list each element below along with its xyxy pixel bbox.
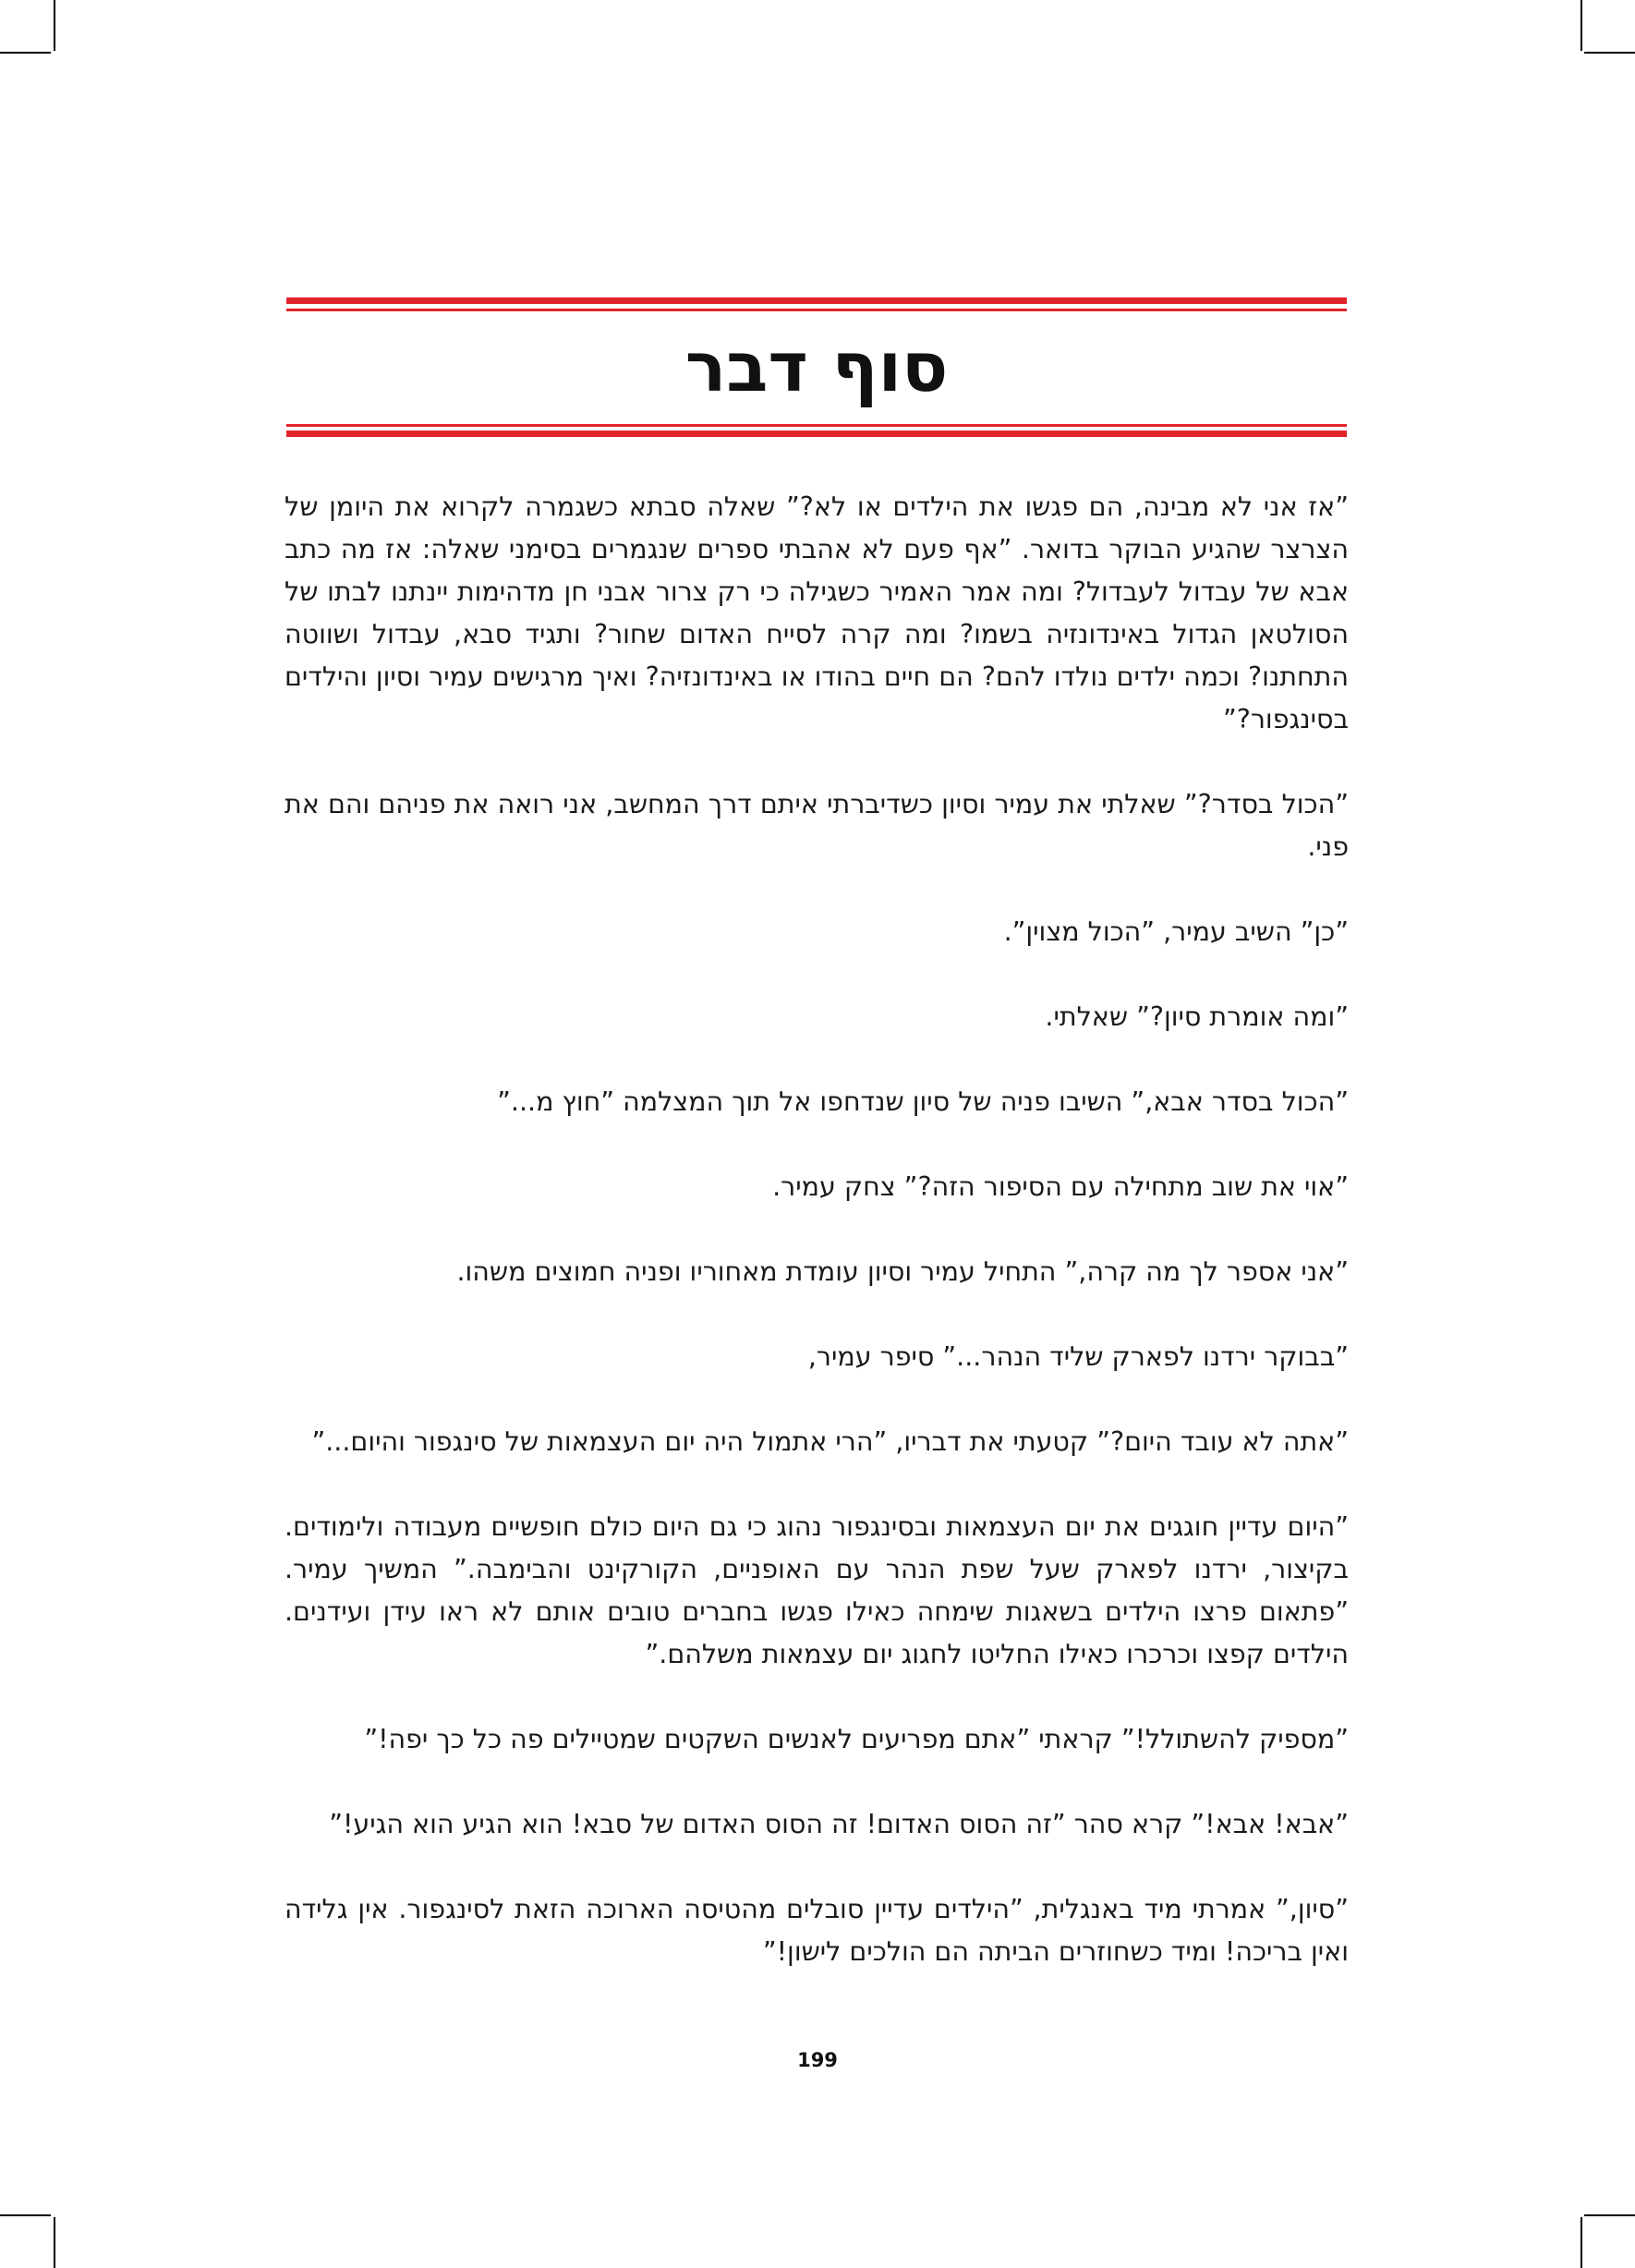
- crop-mark-bottom-left-vertical: [54, 2217, 55, 2268]
- paragraph: ”כן” השיב עמיר, ”הכול מצוין”.: [1003, 916, 1349, 947]
- paragraph: ”בבוקר ירדנו לפארק שליד הנהר...” סיפר עמיר,: [807, 1341, 1349, 1372]
- paragraph: ”היום עדיין חוגגים את יום העצמאות ובסינגפור נהוג כי גם היום כולם חופשיים מעבודה ולימודים. בקיצור, ירדנו לפארק שעל שפת הנהר עם האופניים, הקורקינט והבימבה.” המשיך עמיר. ”פתאום פרצו הילדים בשאגות שימחה כאילו פגשו בחברים טובים אותם לא ראו עידן ועידנים. הילדים קפצו וכרכרו כאילו החליטו לחגוג יום עצמאות משלהם.”: [285, 1511, 1349, 1669]
- crop-mark-bottom-right-horizontal: [1584, 2214, 1635, 2216]
- paragraph: ”הכול בסדר?” שאלתי את עמיר וסיון כשדיברתי איתם דרך המחשב, אני רואה את פניהם והם את פני.: [285, 789, 1349, 862]
- paragraph: ”אז אני לא מבינה, הם פגשו את הילדים או לא?” שאלה סבתא כשגמרה לקרוא את היומן של הצרצר שהגיע הבוקר בדואר. ”אף פעם לא אהבתי ספרים שנגמרים בסימני שאלה: אז מה כתב אבא של עבדול לעבדול? ומה אמר האמיר כשגילה כי רק צרור אבני חן מדהימות יינתנו לבתו של הסולטאן הגדול באינדונזיה בשמו? ומה קרה לסייח האדום שחור? ותגיד סבא, עבדול ושווטה התחתנו? וכמה ילדים נולדו להם? הם חיים בהודו או באינדונזיה? ואיך מרגישים עמיר וסיון והילדים בסינגפור?”: [285, 491, 1349, 734]
- crop-mark-bottom-right-vertical: [1580, 2217, 1582, 2268]
- paragraph: ”ומה אומרת סיון?” שאלתי.: [1045, 1001, 1349, 1032]
- paragraph: ”אבא! אבא!” קרא סהר ”זה הסוס האדום! זה הסוס האדום של סבא! הוא הגיע הוא הגיע!”: [329, 1809, 1349, 1839]
- paragraph: ”אני אספר לך מה קרה,” התחיל עמיר וסיון עומדת מאחוריו ופניה חמוצים משהו.: [456, 1256, 1349, 1287]
- paragraph: ”סיון,” אמרתי מיד באנגלית, ”הילדים עדיין סובלים מהטיסה הארוכה הזאת לסינגפור. אין גלידה ואין בריכה! ומיד כשחוזרים הביתה הם הולכים לישון!”: [285, 1894, 1349, 1967]
- crop-mark-top-right-horizontal: [1584, 52, 1635, 54]
- paragraph: ”אוי את שוב מתחילה עם הסיפור הזה?” צחק עמיר.: [772, 1171, 1349, 1202]
- crop-mark-top-right-vertical: [1580, 0, 1582, 51]
- chapter-title: סוף דבר: [684, 328, 949, 407]
- crop-mark-top-left-vertical: [54, 0, 55, 51]
- bottom-rule-thick: [286, 431, 1347, 437]
- paragraph: ”אתה לא עובד היום?” קטעתי את דבריו, ”הרי אתמול היה יום העצמאות של סינגפור והיום...”: [311, 1426, 1349, 1457]
- crop-mark-bottom-left-horizontal: [0, 2214, 51, 2216]
- chapter-body: [285, 486, 1349, 2016]
- paragraph: ”מספיק להשתולל!” קראתי ”אתם מפריעים לאנשים השקטים שמטיילים פה כל כך יפה!”: [364, 1724, 1349, 1754]
- page-number: 199: [797, 2049, 838, 2071]
- crop-mark-top-left-horizontal: [0, 52, 51, 54]
- top-rule-thin: [286, 309, 1347, 311]
- chapter-header: [286, 297, 1347, 438]
- top-rule-thick: [286, 297, 1347, 304]
- paragraph: ”הכול בסדר אבא,” השיבו פניה של סיון שנדחפו אל תוך המצלמה ”חוץ מ...”: [497, 1086, 1349, 1117]
- bottom-rule-thin: [286, 424, 1347, 427]
